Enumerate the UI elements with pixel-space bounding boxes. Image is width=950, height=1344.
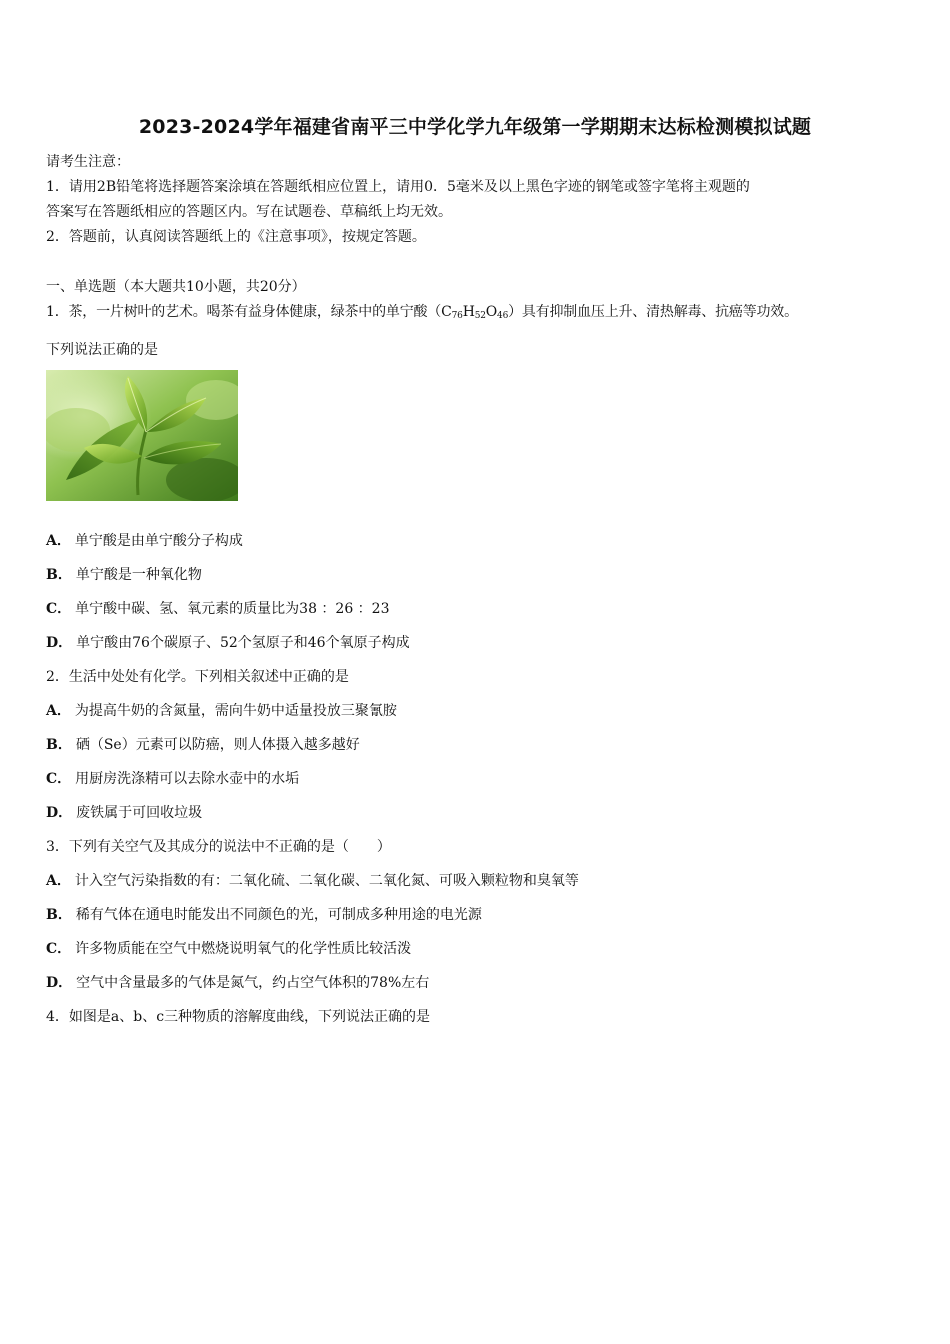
q2-option-b [46,736,360,754]
question-3-stem: 3．下列有关空气及其成分的说法中不正确的是（ ） [46,839,391,855]
option-text: 单宁酸由76个碳原子、52个氢原子和46个氧原子构成 [76,635,410,651]
option-label: C． [46,771,72,787]
option-label: C． [46,601,72,617]
q3-option-c [46,940,411,958]
q1-sub-oxygen: 46 [497,311,509,321]
option-label: A． [46,873,71,889]
q1-h: H [462,304,475,320]
option-label: D． [46,805,73,821]
option-label: B． [46,737,72,753]
question-4-stem: 4．如图是a、b、c三种物质的溶解度曲线，下列说法正确的是 [46,1009,431,1025]
question-1-stem [46,303,798,325]
q3-option-d [46,974,429,992]
option-text: 单宁酸是由单宁酸分子构成 [74,533,243,549]
q1-option-d [46,634,410,652]
notice-item-1-line-1: 1．请用2B铅笔将选择题答案涂填在答题纸相应位置上，请用0．5毫米及以上黑色字迹的钢笔或签字笔将主观题的 [46,179,750,195]
q3-option-b [46,906,482,924]
q1-stem-pre: 1．茶，一片树叶的艺术。喝茶有益身体健康，绿茶中的单宁酸（C [46,304,452,320]
notice-item-1-line-2: 答案写在答题纸相应的答题区内。写在试题卷、草稿纸上均无效。 [46,204,452,220]
tea-leaves-illustration [46,370,238,501]
section-heading: 一、单选题（本大题共10小题，共20分） [46,279,306,295]
option-text: 单宁酸中碳、氢、氧元素的质量比为38 ：26 ：23 [75,601,390,617]
notice-item-2: 2．答题前，认真阅读答题纸上的《注意事项》，按规定答题。 [46,229,426,245]
option-text: 废铁属于可回收垃圾 [76,805,203,821]
question-1-stem-line-2: 下列说法正确的是 [46,342,158,358]
option-label: B． [46,567,72,583]
option-label: A． [46,533,71,549]
option-label: D． [46,975,73,991]
option-text: 单宁酸是一种氧化物 [75,567,202,583]
tea-leaves-photo [46,370,238,501]
q1-option-c [46,600,390,618]
q1-sub-carbon: 76 [451,311,463,321]
option-label: A． [46,703,71,719]
q2-option-d [46,804,202,822]
option-text: 稀有气体在通电时能发出不同颜色的光，可制成多种用途的电光源 [75,907,482,923]
q3-option-a [46,872,579,890]
option-label: B． [46,907,72,923]
q1-sub-hydrogen: 52 [474,311,486,321]
option-text: 计入空气污染指数的有：二氧化硫、二氧化碳、二氧化氮、可吸入颗粒物和臭氧等 [74,873,579,889]
page-title: 2023-2024学年福建省南平三中学化学九年级第一学期期末达标检测模拟试题 [138,116,812,138]
notice-label: 请考生注意： [46,154,130,170]
option-text: 硒（Se）元素可以防癌，则人体摄入越多越好 [75,737,360,753]
option-label: D． [46,635,73,651]
q1-stem-post: ）具有抑制血压上升、清热解毒、抗癌等功效。 [508,304,798,320]
q2-option-a [46,702,397,720]
q1-option-a [46,532,243,550]
option-text: 为提高牛奶的含氮量，需向牛奶中适量投放三聚氰胺 [74,703,397,719]
q1-option-b [46,566,202,584]
q2-option-c [46,770,299,788]
option-text: 空气中含量最多的气体是氮气，约占空气体积的78%左右 [76,975,430,991]
question-2-stem: 2．生活中处处有化学。下列相关叙述中正确的是 [46,669,349,685]
option-text: 用厨房洗涤精可以去除水壶中的水垢 [75,771,300,787]
option-label: C． [46,941,72,957]
option-text: 许多物质能在空气中燃烧说明氧气的化学性质比较活泼 [75,941,412,957]
q1-o: O [485,304,498,320]
